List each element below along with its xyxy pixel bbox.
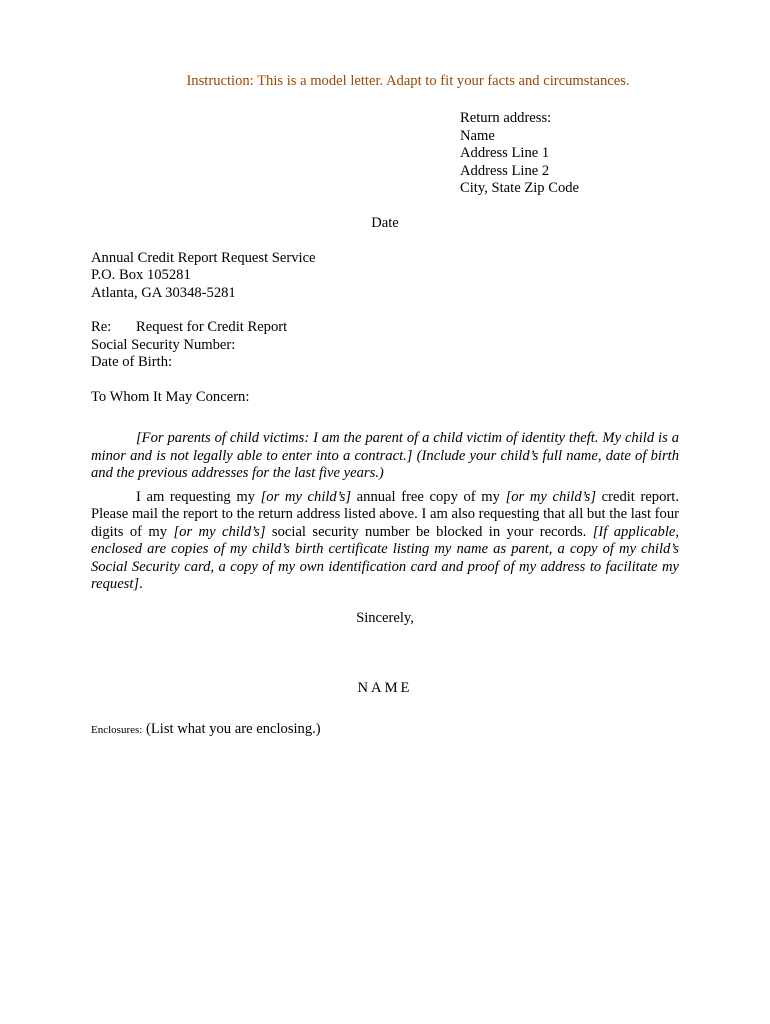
p2-text-1: I am requesting my xyxy=(136,488,261,505)
p2-text-3: credit report. Please mail the report to the return address listed above. I am also requesting that all but the last four digits of my xyxy=(91,488,679,540)
ssn-line: Social Security Number: xyxy=(91,336,236,353)
re-label: Re: xyxy=(91,319,112,335)
letter-date: Date xyxy=(371,215,399,231)
dob-line: Date of Birth: xyxy=(91,354,173,370)
instruction-text: Instruction: This is a model letter. Adapt to fit your facts and circumstances. xyxy=(186,73,630,89)
p2-italic-4: [If applicable, enclosed are copies of my child’s birth certificate listing my name as parent, a copy of my child’s Social Security card, a copy of my own identification card and proof of my address to facilitate my request] xyxy=(91,523,679,592)
re-line xyxy=(91,319,287,337)
return-address-line2: Address Line 2 xyxy=(460,162,550,179)
enclosures-line xyxy=(91,721,321,740)
signature-name: NAME xyxy=(357,680,413,696)
return-address-label: Return address: xyxy=(460,110,552,126)
paragraph-request xyxy=(91,489,679,594)
enclosures-text: (List what you are enclosing.) xyxy=(145,721,321,737)
recipient-line1: Annual Credit Report Request Service xyxy=(91,249,316,266)
p2-italic-1: [or my child’s] xyxy=(260,488,352,505)
p2-italic-2: [or my child’s] xyxy=(505,488,596,505)
return-address-city: City, State Zip Code xyxy=(460,180,580,196)
p2-text-2: annual free copy of my xyxy=(351,488,506,505)
re-subject: Request for Credit Report xyxy=(136,319,288,335)
return-address-line1: Address Line 1 xyxy=(460,145,550,161)
paragraph1-italic: [For parents of child victims: I am the parent of a child victim of identity theft. My child is a minor and is not legally able to enter into a contract.] (Include your child’s full name, date of birth and the previous addresses for the last five years.) xyxy=(91,430,679,481)
p2-italic-3: [or my child’s] xyxy=(173,523,266,540)
recipient-line3: Atlanta, GA 30348-5281 xyxy=(91,284,236,301)
p2-text-5: . xyxy=(139,576,143,592)
salutation: To Whom It May Concern: xyxy=(91,388,250,405)
recipient-line2: P.O. Box 105281 xyxy=(91,267,191,283)
instruction-note xyxy=(0,73,770,90)
paragraph-child-victims xyxy=(91,430,679,483)
enclosures-label: Enclosures: xyxy=(91,724,143,736)
return-address-name: Name xyxy=(460,127,495,144)
p2-text-4: social security number be blocked in your records. xyxy=(265,523,593,540)
closing: Sincerely, xyxy=(356,610,414,626)
